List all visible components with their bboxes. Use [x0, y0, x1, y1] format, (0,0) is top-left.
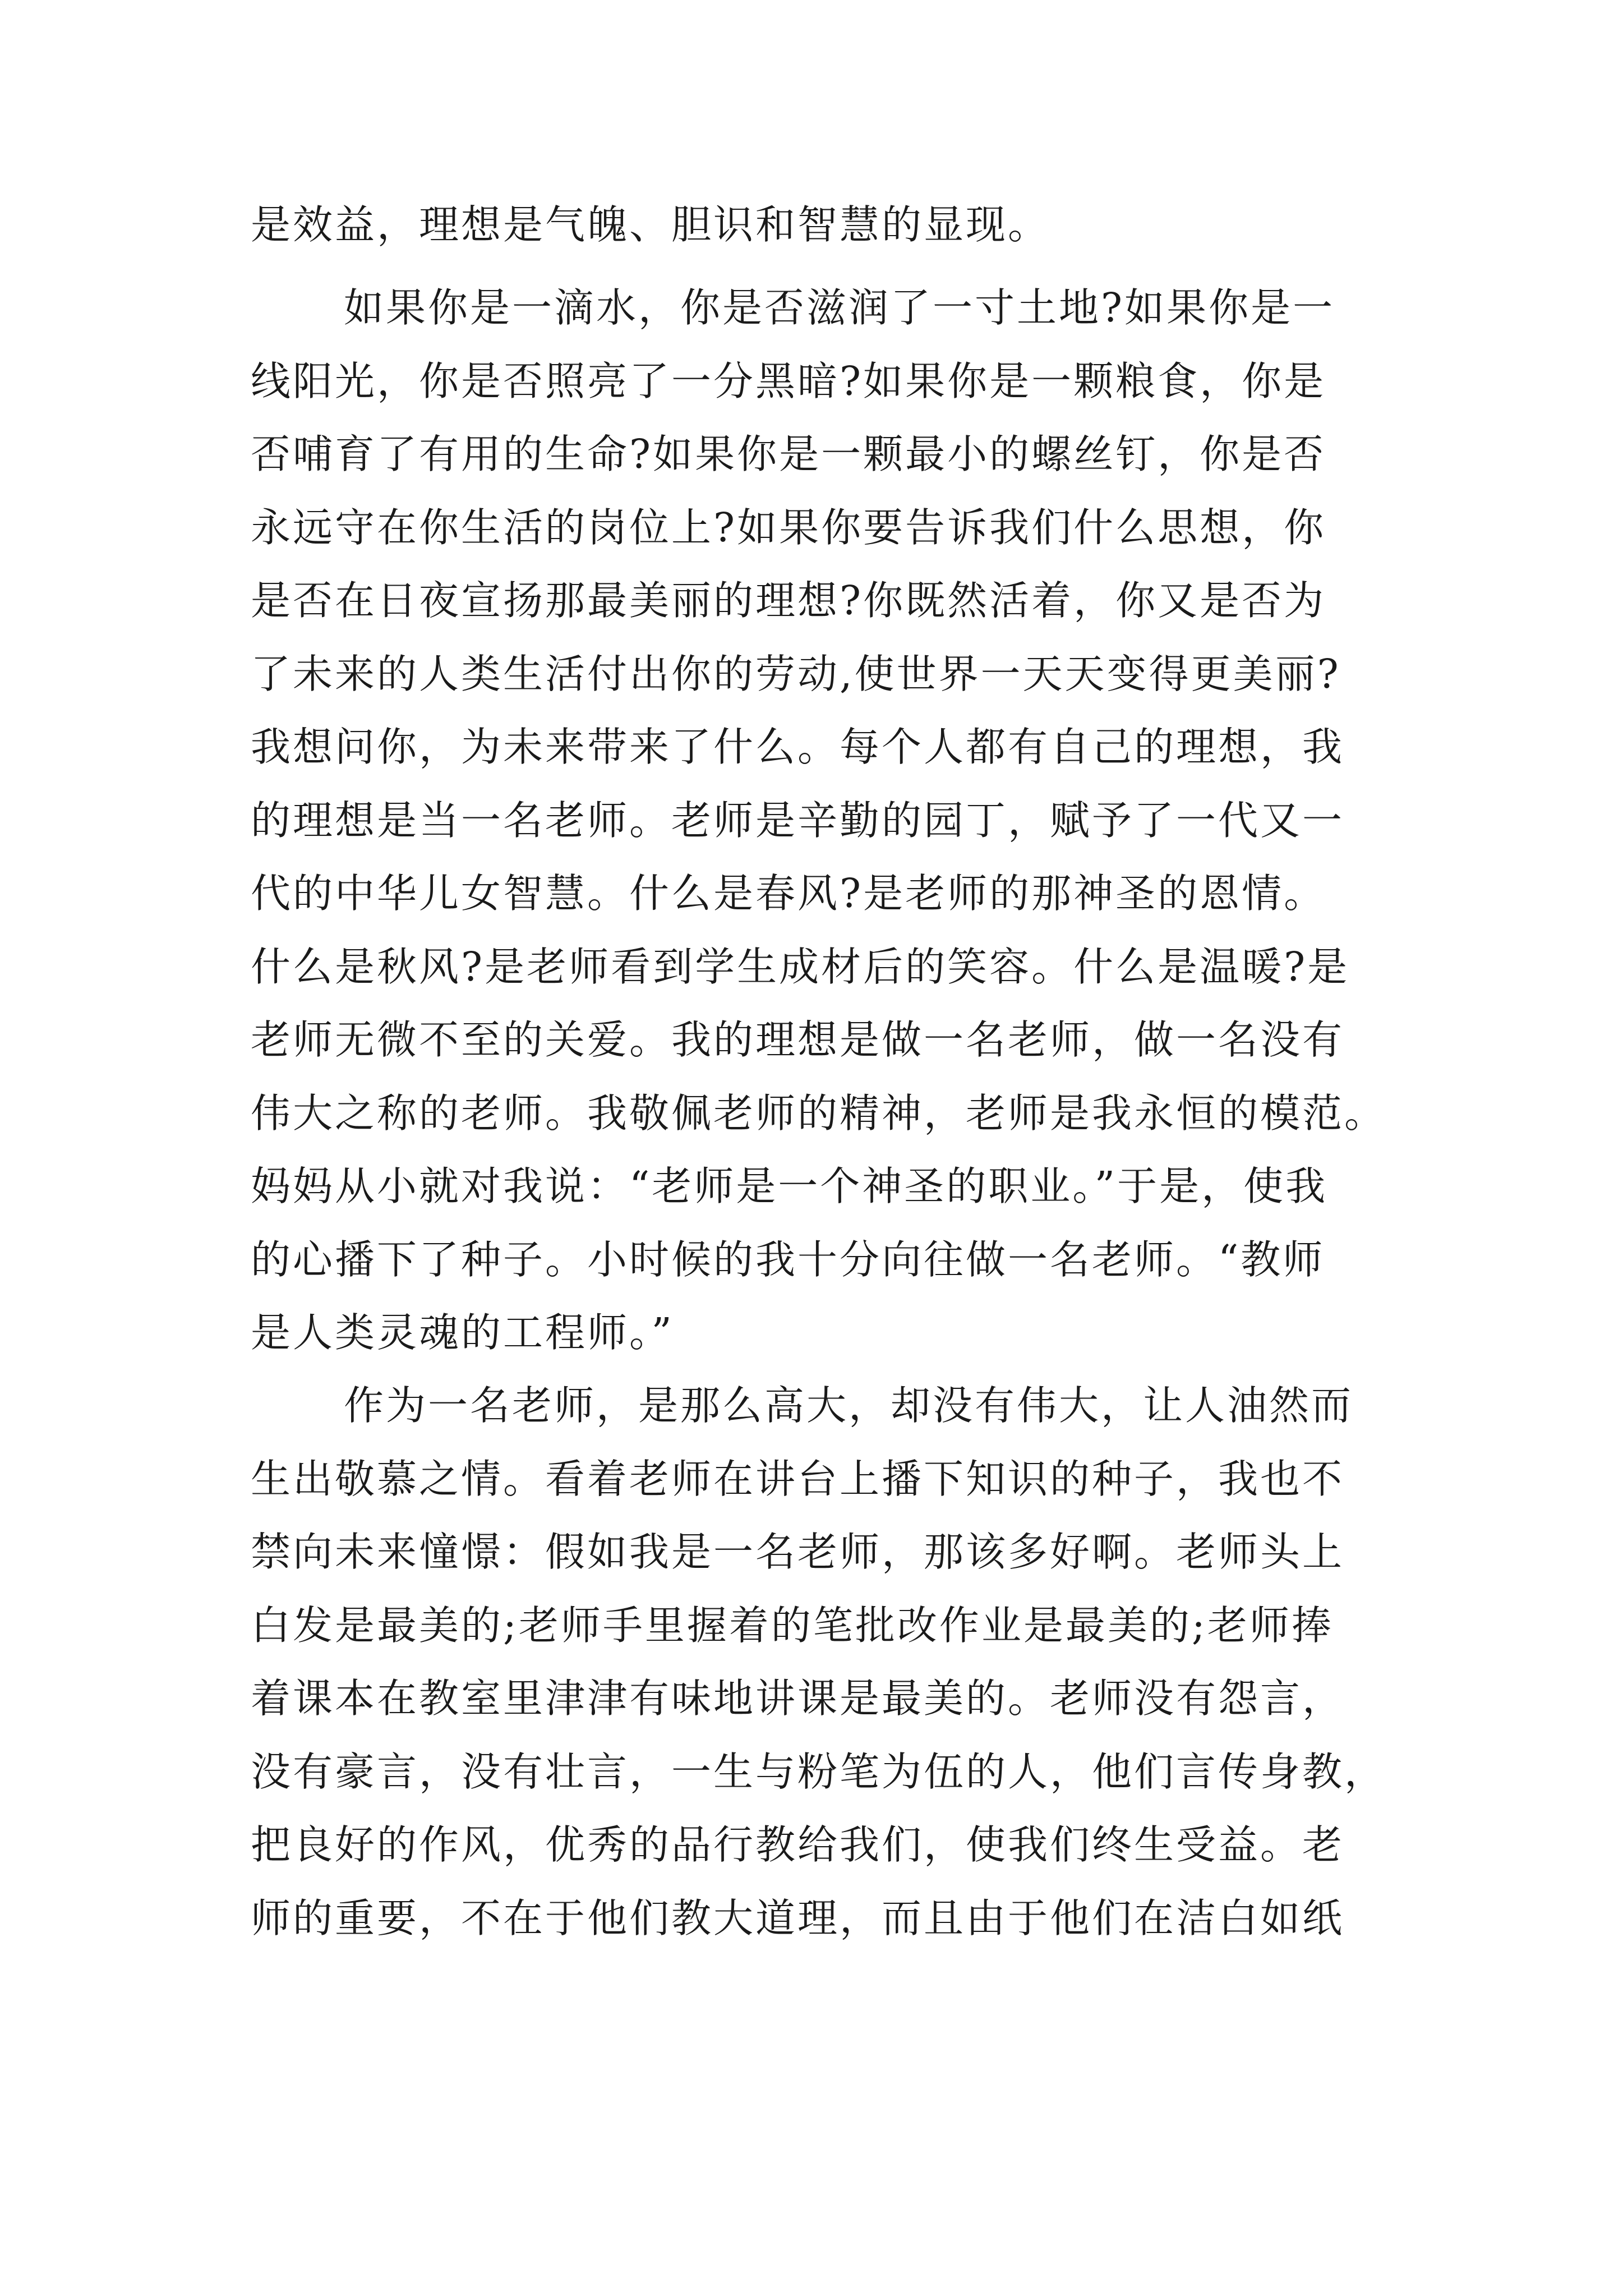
paragraph-1 — [251, 188, 1384, 262]
text-line: 白发是最美的;老师手里握着的笔批改作业是最美的;老师捧 — [251, 1602, 1334, 1649]
text-line: 着课本在教室里津津有味地讲课是最美的。老师没有怨言， — [251, 1675, 1345, 1722]
text-line: 禁向未来憧憬：假如我是一名老师，那该多好啊。老师头上 — [251, 1529, 1345, 1575]
text-line: 的理想是当一名老师。老师是辛勤的园丁，赋予了一代又一 — [251, 797, 1345, 844]
text-line: 师的重要，不在于他们教大道理，而且由于他们在洁白如纸 — [251, 1894, 1345, 1941]
text-line: 如果你是一滴水，你是否滋润了一寸土地?如果你是一 — [344, 284, 1335, 331]
text-line: 线阳光，你是否照亮了一分黑暗?如果你是一颗粮食，你是 — [251, 357, 1326, 404]
text-line: 作为一名老师，是那么高大，却没有伟大，让人油然而 — [344, 1382, 1354, 1429]
text-line: 妈妈从小就对我说：“老师是一个神圣的职业。”于是，使我 — [251, 1163, 1328, 1209]
text-line: 永远守在你生活的岗位上?如果你要告诉我们什么思想，你 — [251, 504, 1326, 551]
text-line: 生出敬慕之情。看着老师在讲台上播下知识的种子，我也不 — [251, 1455, 1345, 1502]
text-line: 是人类灵魂的工程师。” — [251, 1309, 674, 1356]
text-line: 什么是秋风?是老师看到学生成材后的笑容。什么是温暖?是 — [251, 943, 1350, 990]
text-line: 把良好的作风，优秀的品行教给我们，使我们终生受益。老 — [251, 1821, 1345, 1868]
text-line: 我想问你，为未来带来了什么。每个人都有自己的理想，我 — [251, 724, 1345, 770]
text-line: 否哺育了有用的生命?如果你是一颗最小的螺丝钉，你是否 — [251, 431, 1326, 477]
text-line: 是效益，理想是气魄、胆识和智慧的显现。 — [251, 201, 1050, 248]
text-line: 的心播下了种子。小时候的我十分向往做一名老师。“教师 — [251, 1236, 1325, 1283]
text-line: 伟大之称的老师。我敬佩老师的精神，老师是我永恒的模范。 — [251, 1089, 1387, 1137]
text-line: 代的中华儿女智慧。什么是春风?是老师的那神圣的恩情。 — [251, 870, 1326, 917]
paragraph-2 — [251, 272, 1387, 1370]
text-line: 是否在日夜宣扬那最美丽的理想?你既然活着，你又是否为 — [251, 577, 1326, 624]
paragraph-3 — [251, 1369, 1387, 1955]
text-line: 老师无微不至的关爱。我的理想是做一名老师，做一名没有 — [251, 1016, 1345, 1063]
text-line: 了未来的人类生活付出你的劳动,使世界一天天变得更美丽? — [251, 650, 1341, 697]
text-line: 没有豪言，没有壮言，一生与粉笔为伍的人，他们言传身教， — [251, 1748, 1387, 1795]
